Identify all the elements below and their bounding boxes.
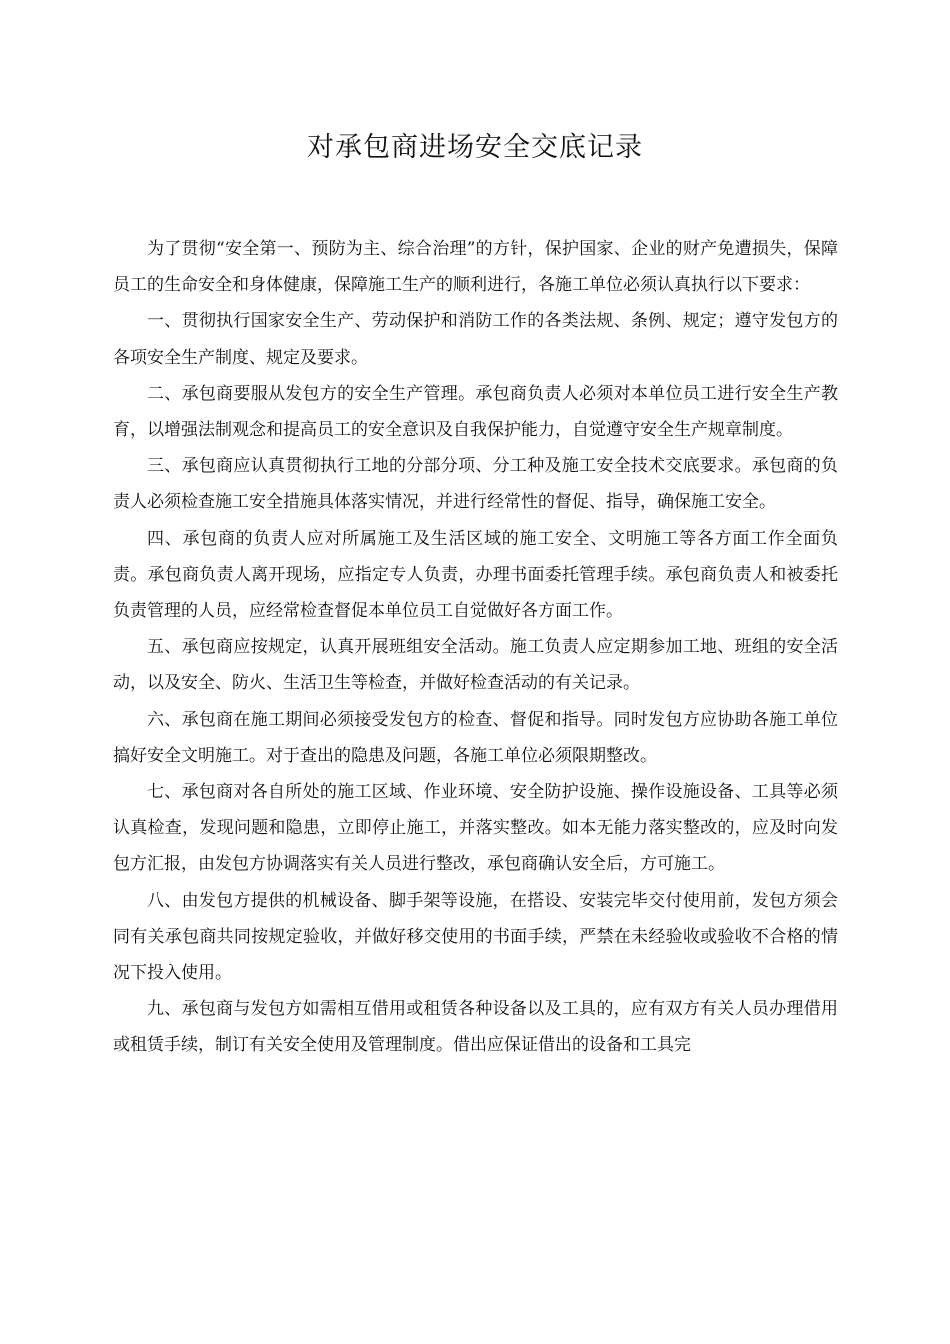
paragraph-item-4: 四、承包商的负责人应对所属施工及生活区域的施工安全、文明施工等各方面工作全面负责。承包商负责人离开现场，应指定专人负责，办理书面委托管理手续。承包商负责人和被委托负责管理的人员，应经常检查督促本单位员工自觉做好各方面工作。 — [113, 528, 838, 622]
paragraph-item-6: 六、承包商在施工期间必须接受发包方的检查、督促和指导。同时发包方应协助各施工单位搞好安全文明施工。对于查出的隐患及问题，各施工单位必须限期整改。 — [113, 709, 838, 766]
paragraph-item-2: 二、承包商要服从发包方的安全生产管理。承包商负责人必须对本单位员工进行安全生产教育，以增强法制观念和提高员工的安全意识及自我保护能力，自觉遵守安全生产规章制度。 — [113, 383, 838, 441]
paragraph-intro: 为了贯彻“安全第一、预防为主、综合治理”的方针，保护国家、企业的财产免遭损失，保障员工的生命安全和身体健康，保障施工生产的顺利进行，各施工单位必须认真执行以下要求： — [113, 239, 838, 296]
paragraph-item-3: 三、承包商应认真贯彻执行工地的分部分项、分工种及施工安全技术交底要求。承包商的负责人必须检查施工安全措施具体落实情况，并进行经常性的督促、指导，确保施工安全。 — [113, 456, 838, 513]
paragraph-item-9: 九、承包商与发包方如需相互借用或租赁各种设备以及工具的，应有双方有关人员办理借用或租赁手续，制订有关安全使用及管理制度。借出应保证借出的设备和工具完 — [113, 999, 838, 1056]
document-title: 对承包商进场安全交底记录 — [307, 132, 643, 163]
document-body — [113, 231, 838, 1064]
paragraph-item-8: 八、由发包方提供的机械设备、脚手架等设施，在搭设、安装完毕交付使用前，发包方须会同有关承包商共同按规定验收，并做好移交使用的书面手续，严禁在未经验收或验收不合格的情况下投入使用。 — [113, 890, 838, 984]
paragraph-item-1: 一、贯彻执行国家安全生产、劳动保护和消防工作的各类法规、条例、规定；遵守发包方的各项安全生产制度、规定及要求。 — [113, 311, 838, 368]
paragraph-item-5: 五、承包商应按规定，认真开展班组安全活动。施工负责人应定期参加工地、班组的安全活动，以及安全、防火、生活卫生等检查，并做好检查活动的有关记录。 — [113, 637, 838, 694]
paragraph-item-7: 七、承包商对各自所处的施工区域、作业环境、安全防护设施、操作设施设备、工具等必须认真检查，发现问题和隐患，立即停止施工，并落实整改。如本无能力落实整改的，应及时向发包方汇报，由发包方协调落实有关人员进行整改，承包商确认安全后，方可施工。 — [113, 782, 838, 875]
